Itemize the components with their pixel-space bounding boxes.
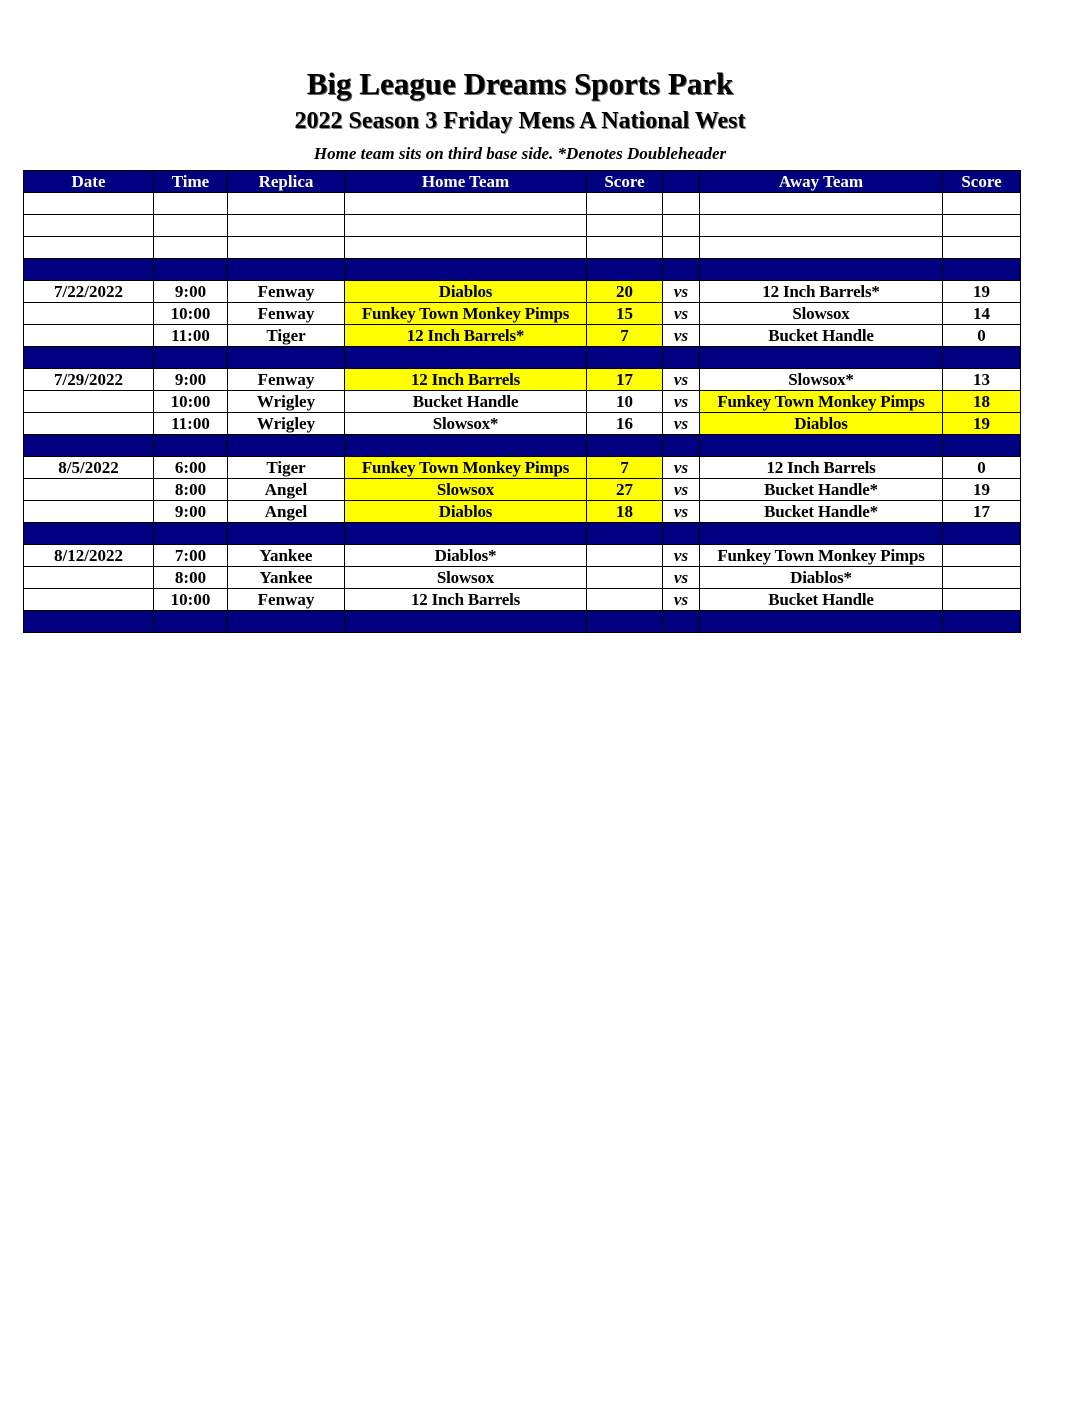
divider-cell <box>24 611 154 633</box>
divider-cell <box>345 523 587 545</box>
home-score-cell: 27 <box>587 479 663 501</box>
blank-cell <box>24 193 154 215</box>
home-score-cell: 15 <box>587 303 663 325</box>
game-row <box>24 413 1021 435</box>
date-cell <box>24 567 154 589</box>
divider-cell <box>154 611 228 633</box>
replica-cell: Fenway <box>228 589 345 611</box>
schedule-table <box>23 170 1021 633</box>
game-row <box>24 325 1021 347</box>
blank-cell <box>154 215 228 237</box>
vs-cell: vs <box>663 391 700 413</box>
blank-cell <box>345 193 587 215</box>
col-header-home-score: Score <box>587 171 663 193</box>
blank-cell <box>587 237 663 259</box>
divider-cell <box>587 259 663 281</box>
time-cell: 10:00 <box>154 589 228 611</box>
away-team-cell: Slowsox* <box>700 369 943 391</box>
time-cell: 7:00 <box>154 545 228 567</box>
divider-cell <box>345 347 587 369</box>
away-score-cell <box>943 589 1021 611</box>
home-team-cell: 12 Inch Barrels <box>345 589 587 611</box>
home-team-cell: Funkey Town Monkey Pimps <box>345 457 587 479</box>
away-team-cell: Bucket Handle <box>700 589 943 611</box>
divider-cell <box>24 259 154 281</box>
game-row <box>24 281 1021 303</box>
replica-cell: Fenway <box>228 281 345 303</box>
date-cell <box>24 501 154 523</box>
away-team-cell: Bucket Handle* <box>700 501 943 523</box>
section-divider-row <box>24 523 1021 545</box>
home-score-cell <box>587 567 663 589</box>
vs-cell: vs <box>663 501 700 523</box>
divider-cell <box>228 523 345 545</box>
home-team-cell: 12 Inch Barrels* <box>345 325 587 347</box>
blank-row <box>24 237 1021 259</box>
time-cell: 10:00 <box>154 391 228 413</box>
replica-cell: Fenway <box>228 369 345 391</box>
blank-row <box>24 193 1021 215</box>
home-team-cell: 12 Inch Barrels <box>345 369 587 391</box>
replica-cell: Yankee <box>228 545 345 567</box>
away-score-cell: 14 <box>943 303 1021 325</box>
home-team-cell: Funkey Town Monkey Pimps <box>345 303 587 325</box>
col-header-away-team: Away Team <box>700 171 943 193</box>
replica-cell: Yankee <box>228 567 345 589</box>
divider-cell <box>663 611 700 633</box>
away-team-cell: Diablos <box>700 413 943 435</box>
home-team-cell: Slowsox <box>345 567 587 589</box>
divider-cell <box>587 611 663 633</box>
away-score-cell: 19 <box>943 479 1021 501</box>
divider-cell <box>663 523 700 545</box>
col-header-vs <box>663 171 700 193</box>
time-cell: 9:00 <box>154 501 228 523</box>
date-cell: 7/22/2022 <box>24 281 154 303</box>
blank-cell <box>943 215 1021 237</box>
time-cell: 8:00 <box>154 479 228 501</box>
date-cell: 8/5/2022 <box>24 457 154 479</box>
game-row <box>24 567 1021 589</box>
divider-cell <box>700 523 943 545</box>
game-row <box>24 501 1021 523</box>
home-score-cell: 7 <box>587 457 663 479</box>
divider-cell <box>24 523 154 545</box>
away-team-cell: 12 Inch Barrels* <box>700 281 943 303</box>
home-team-cell: Diablos <box>345 281 587 303</box>
blank-cell <box>700 237 943 259</box>
home-score-cell: 16 <box>587 413 663 435</box>
blank-cell <box>663 193 700 215</box>
divider-cell <box>228 347 345 369</box>
blank-cell <box>943 237 1021 259</box>
blank-cell <box>663 215 700 237</box>
away-score-cell: 0 <box>943 325 1021 347</box>
replica-cell: Wrigley <box>228 391 345 413</box>
date-cell: 8/12/2022 <box>24 545 154 567</box>
home-score-cell: 17 <box>587 369 663 391</box>
vs-cell: vs <box>663 479 700 501</box>
vs-cell: vs <box>663 589 700 611</box>
divider-cell <box>700 259 943 281</box>
replica-cell: Angel <box>228 501 345 523</box>
blank-cell <box>24 215 154 237</box>
home-score-cell <box>587 589 663 611</box>
vs-cell: vs <box>663 457 700 479</box>
home-team-cell: Diablos* <box>345 545 587 567</box>
away-team-cell: Funkey Town Monkey Pimps <box>700 545 943 567</box>
blank-cell <box>154 237 228 259</box>
away-team-cell: Funkey Town Monkey Pimps <box>700 391 943 413</box>
game-row <box>24 589 1021 611</box>
game-row <box>24 303 1021 325</box>
divider-cell <box>345 435 587 457</box>
game-row <box>24 479 1021 501</box>
home-team-cell: Slowsox* <box>345 413 587 435</box>
divider-cell <box>587 435 663 457</box>
divider-cell <box>154 259 228 281</box>
divider-cell <box>228 611 345 633</box>
time-cell: 11:00 <box>154 325 228 347</box>
replica-cell: Tiger <box>228 457 345 479</box>
date-cell <box>24 325 154 347</box>
time-cell: 10:00 <box>154 303 228 325</box>
home-team-cell: Slowsox <box>345 479 587 501</box>
divider-cell <box>943 523 1021 545</box>
date-cell <box>24 413 154 435</box>
away-score-cell: 18 <box>943 391 1021 413</box>
home-team-cell: Bucket Handle <box>345 391 587 413</box>
divider-cell <box>700 347 943 369</box>
away-score-cell: 19 <box>943 413 1021 435</box>
away-score-cell: 0 <box>943 457 1021 479</box>
away-score-cell <box>943 545 1021 567</box>
date-cell <box>24 479 154 501</box>
home-team-cell: Diablos <box>345 501 587 523</box>
vs-cell: vs <box>663 369 700 391</box>
home-score-cell: 20 <box>587 281 663 303</box>
away-team-cell: Bucket Handle <box>700 325 943 347</box>
date-cell <box>24 589 154 611</box>
divider-cell <box>24 347 154 369</box>
home-score-cell: 18 <box>587 501 663 523</box>
schedule-body <box>24 193 1021 633</box>
date-cell <box>24 391 154 413</box>
vs-cell: vs <box>663 545 700 567</box>
section-divider-row <box>24 259 1021 281</box>
away-team-cell: Diablos* <box>700 567 943 589</box>
replica-cell: Wrigley <box>228 413 345 435</box>
blank-cell <box>587 215 663 237</box>
blank-cell <box>700 215 943 237</box>
vs-cell: vs <box>663 325 700 347</box>
date-cell <box>24 303 154 325</box>
section-divider-row <box>24 435 1021 457</box>
home-score-cell: 7 <box>587 325 663 347</box>
blank-cell <box>24 237 154 259</box>
col-header-replica: Replica <box>228 171 345 193</box>
blank-cell <box>228 215 345 237</box>
blank-row <box>24 215 1021 237</box>
away-score-cell: 13 <box>943 369 1021 391</box>
divider-cell <box>943 611 1021 633</box>
page-title: Big League Dreams Sports Park <box>306 66 734 101</box>
divider-cell <box>700 435 943 457</box>
divider-cell <box>663 259 700 281</box>
replica-cell: Angel <box>228 479 345 501</box>
blank-cell <box>154 193 228 215</box>
divider-cell <box>587 523 663 545</box>
date-cell: 7/29/2022 <box>24 369 154 391</box>
blank-cell <box>228 237 345 259</box>
section-divider-row <box>24 611 1021 633</box>
time-cell: 6:00 <box>154 457 228 479</box>
divider-cell <box>154 347 228 369</box>
time-cell: 9:00 <box>154 369 228 391</box>
divider-cell <box>228 435 345 457</box>
divider-cell <box>943 435 1021 457</box>
game-row <box>24 391 1021 413</box>
game-row <box>24 369 1021 391</box>
col-header-home-team: Home Team <box>345 171 587 193</box>
blank-cell <box>345 215 587 237</box>
away-team-cell: Bucket Handle* <box>700 479 943 501</box>
divider-cell <box>154 523 228 545</box>
table-header-row <box>24 171 1021 193</box>
away-team-cell: Slowsox <box>700 303 943 325</box>
away-score-cell: 17 <box>943 501 1021 523</box>
time-cell: 9:00 <box>154 281 228 303</box>
divider-cell <box>154 435 228 457</box>
away-team-cell: 12 Inch Barrels <box>700 457 943 479</box>
home-score-cell <box>587 545 663 567</box>
vs-cell: vs <box>663 303 700 325</box>
blank-cell <box>663 237 700 259</box>
vs-cell: vs <box>663 567 700 589</box>
divider-cell <box>943 259 1021 281</box>
vs-cell: vs <box>663 413 700 435</box>
replica-cell: Fenway <box>228 303 345 325</box>
home-score-cell: 10 <box>587 391 663 413</box>
blank-cell <box>345 237 587 259</box>
time-cell: 8:00 <box>154 567 228 589</box>
blank-cell <box>700 193 943 215</box>
blank-cell <box>587 193 663 215</box>
divider-cell <box>345 259 587 281</box>
away-score-cell: 19 <box>943 281 1021 303</box>
divider-cell <box>345 611 587 633</box>
blank-cell <box>228 193 345 215</box>
away-score-cell <box>943 567 1021 589</box>
divider-cell <box>663 435 700 457</box>
col-header-time: Time <box>154 171 228 193</box>
replica-cell: Tiger <box>228 325 345 347</box>
game-row <box>24 545 1021 567</box>
doubleheader-note: Home team sits on third base side. *Denotes Doubleheader <box>313 144 727 163</box>
divider-cell <box>700 611 943 633</box>
divider-cell <box>663 347 700 369</box>
col-header-away-score: Score <box>943 171 1021 193</box>
divider-cell <box>228 259 345 281</box>
divider-cell <box>943 347 1021 369</box>
divider-cell <box>24 435 154 457</box>
blank-cell <box>943 193 1021 215</box>
vs-cell: vs <box>663 281 700 303</box>
section-divider-row <box>24 347 1021 369</box>
divider-cell <box>587 347 663 369</box>
game-row <box>24 457 1021 479</box>
page-subtitle: 2022 Season 3 Friday Mens A National West <box>294 108 746 134</box>
col-header-date: Date <box>24 171 154 193</box>
time-cell: 11:00 <box>154 413 228 435</box>
